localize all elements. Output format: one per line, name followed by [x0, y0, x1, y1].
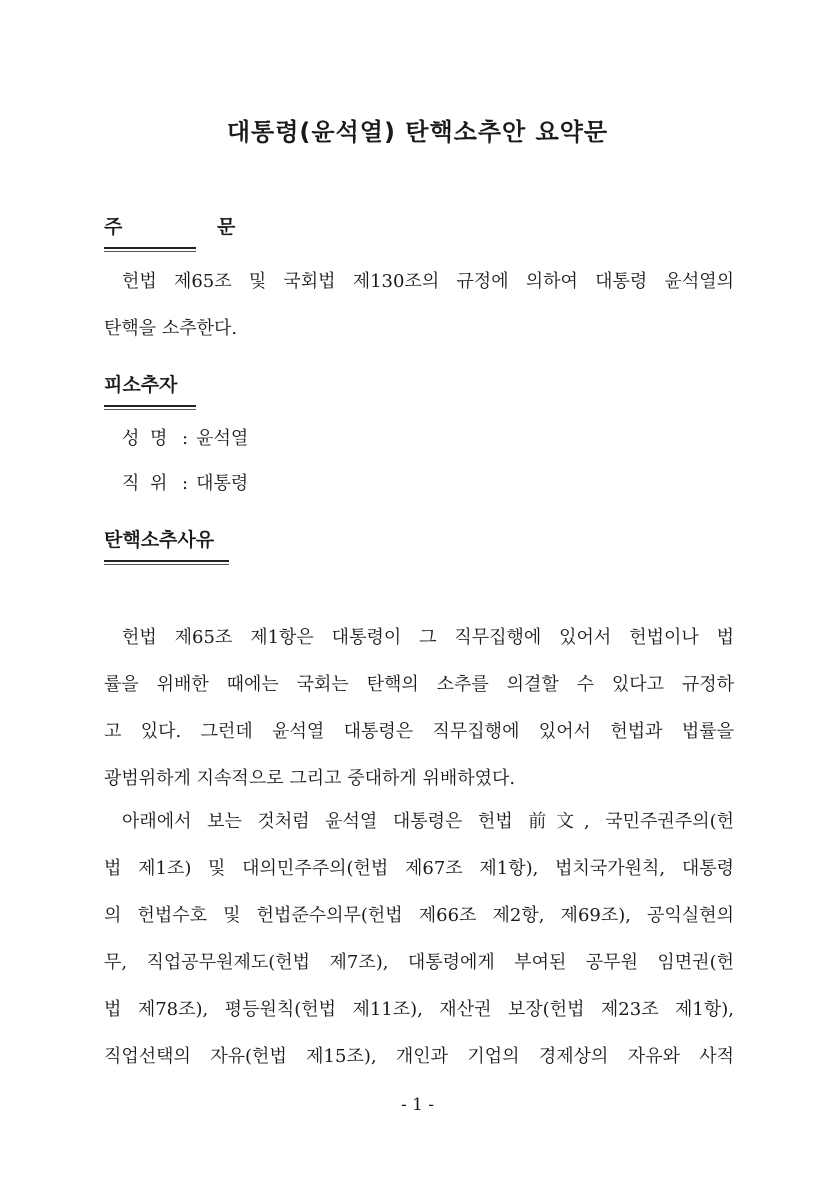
grounds-p2-line-5: 법 제78조), 평등원칙(헌법 제11조), 재산권 보장(헌법 제23조 제1항), — [104, 999, 734, 1020]
grounds-p2-line-2: 법 제1조) 및 대의민주주의(헌법 제67조 제1항), 법치국가원칙, 대통령 — [104, 858, 734, 879]
order-line-1: 헌법 제65조 및 국회법 제130조의 규정에 의하여 대통령 윤석열의 — [122, 271, 734, 292]
grounds-paragraph-1 — [104, 614, 734, 802]
position-label-char-1: 직 — [122, 473, 140, 494]
name-label-char-2: 명 — [150, 428, 168, 449]
section-heading-grounds — [104, 525, 214, 552]
heading-underline-thin — [104, 564, 229, 565]
heading-underline — [104, 405, 196, 407]
position-label — [122, 469, 178, 495]
order-line-2: 탄핵을 소추한다. — [104, 318, 238, 339]
grounds-p2-line-4: 무, 직업공무원제도(헌법 제7조), 대통령에게 부여된 공무원 임면권(헌 — [104, 952, 734, 973]
respondent-name-row — [122, 424, 248, 450]
page-number: - 1 - — [400, 1095, 435, 1115]
document-title: 대통령(윤석열) 탄핵소추안 요약문 — [226, 118, 609, 146]
respondent-position-row — [122, 469, 248, 495]
grounds-paragraph-2 — [104, 798, 734, 1080]
name-label-char-1: 성 — [122, 428, 140, 449]
position-label-char-2: 위 — [150, 473, 168, 494]
grounds-p2-line-6: 직업선택의 자유(헌법 제15조), 개인과 기업의 경제상의 자유와 사적 — [104, 1046, 734, 1067]
grounds-p2-line-3: 의 헌법수호 및 헌법준수의무(헌법 제66조 제2항, 제69조), 공익실현의 — [104, 905, 734, 926]
section-heading-order — [104, 212, 279, 239]
heading-underline-thin — [104, 251, 196, 252]
grounds-p1-line-1: 헌법 제65조 제1항은 대통령이 그 직무집행에 있어서 헌법이나 법 — [122, 627, 734, 648]
section-heading-respondent — [104, 370, 177, 397]
section-heading-grounds-label: 탄핵소추사유 — [104, 529, 215, 551]
grounds-p2-line-1: 아래에서 보는 것처럼 윤석열 대통령은 헌법 前文, 국민주권주의(헌 — [122, 811, 734, 832]
position-value: 대통령 — [196, 473, 249, 494]
name-separator: : — [182, 428, 189, 449]
heading-underline — [104, 247, 196, 249]
section-heading-respondent-label: 피소추자 — [104, 374, 178, 396]
grounds-p1-line-4: 광범위하게 지속적으로 그리고 중대하게 위배하였다. — [104, 768, 516, 789]
heading-underline — [104, 560, 229, 562]
heading-underline-thin — [104, 409, 196, 410]
position-separator: : — [182, 473, 189, 494]
grounds-p1-line-3: 고 있다. 그런데 윤석열 대통령은 직무집행에 있어서 헌법과 법률을 — [104, 721, 734, 742]
order-paragraph — [104, 258, 734, 352]
section-heading-order-label: 주 문 — [104, 216, 280, 238]
grounds-p1-line-2: 률을 위배한 때에는 국회는 탄핵의 소추를 의결할 수 있다고 규정하 — [104, 674, 734, 695]
name-label — [122, 424, 178, 450]
name-value: 윤석열 — [196, 428, 249, 449]
